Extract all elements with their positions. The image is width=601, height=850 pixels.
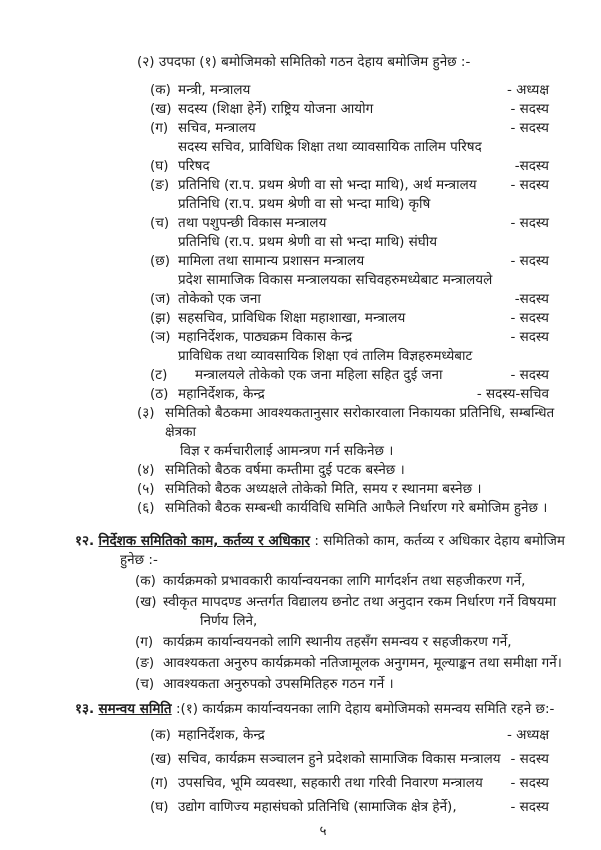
member-text [178,271,509,309]
member-role: -सदस्य [514,291,549,307]
item-label: (ख) [135,594,157,610]
committee-member-row [150,726,549,745]
item-label: (ख) [150,751,172,767]
member-text-line2: मामिला तथा सामान्य प्रशासन मन्त्रालय [178,253,365,269]
member-text: सहसचिव, प्राविधिक शिक्षा महाशाखा, मन्त्रालय [178,310,406,326]
member-text: सचिव, मन्त्रालय [178,120,256,136]
clause-list [0,404,601,518]
section-item-row [135,633,565,652]
section-title: निर्देशक समितिको काम, कर्तव्य र अधिकार [98,533,311,549]
item-label: (ग) [135,634,154,650]
clause-text-line1: समितिको बैठकमा आवश्यकतानुसार सरोकारवाला निकायका प्रतिनिधि, सम्बन्धित क्षेत्रका [165,405,555,440]
section-title: समन्वय समिति [98,701,172,717]
clause-text [165,404,561,461]
committee-member-row [150,138,549,176]
section-intro: समितिको काम, कर्तव्य र अधिकार देहाय बमोजिम [323,533,565,549]
item-label: (ग) [150,775,169,791]
section-item-row [135,654,565,673]
committee-member-row [150,233,549,271]
item-label: (घ) [150,158,169,174]
committee-member-row [150,176,549,195]
member-role: - सदस्य [510,751,549,767]
member-role: - सदस्य [510,177,549,193]
item-text: कार्यक्रम कार्यान्वयनको लागि स्थानीय तहसँग समन्वय र सहजीकरण गर्ने, [163,634,512,650]
member-role: - सदस्य [510,367,549,383]
section-intro-continuation: हुनेछ :- [120,552,158,568]
item-label: (च) [135,676,155,692]
member-text-line1: प्रतिनिधि (रा.प. प्रथम श्रेणी वा सो भन्दा माथि) कृषि [178,196,431,212]
member-role: - सदस्य-सचिव [476,386,549,402]
member-text [178,233,504,271]
section-12-item-list [0,572,601,694]
member-role: - सदस्य [510,799,549,815]
member-text: उद्योग वाणिज्य महासंघको प्रतिनिधि (सामाजिक क्षेत्र हेर्ने), [178,799,457,815]
item-label: (क) [135,573,156,589]
section-13 [0,700,601,817]
item-label: (ङ) [150,177,170,193]
section-separator: : [314,533,319,549]
committee-member-row [150,347,549,385]
item-label: (छ) [150,253,170,269]
item-text: कार्यक्रमको प्रभावकारी कार्यान्वयनका लागि मार्गदर्शन तथा सहजीकरण गर्ने, [163,573,526,589]
item-label: (ङ) [135,655,155,671]
item-text: आवश्यकता अनुरुपको उपसमितिहरु गठन गर्ने । [163,676,394,692]
item-label: (क) [150,727,171,743]
committee-member-row [150,195,549,233]
section-separator: :(१) [175,701,199,717]
committee-member-row [150,798,549,817]
section-13-heading [75,700,571,719]
section-item-row [135,675,565,694]
member-role: - सदस्य [510,310,549,326]
section-12-heading [75,532,571,551]
section-item-row [135,593,565,631]
item-text-line2: निर्णय लिने, [200,613,258,629]
committee-member-row [150,774,549,793]
item-text: आवश्यकता अनुरुप कार्यक्रमको नतिजामूलक अनुगमन, मूल्याङ्कन तथा समीक्षा गर्ने। [163,655,562,671]
item-label: (घ) [150,799,169,815]
item-label: (६) [137,500,155,516]
member-text-line1: प्राविधिक तथा व्यावसायिक शिक्षा एवं तालिम विज्ञहरुमध्येबाट [178,348,473,364]
member-text-line1: प्रदेश सामाजिक विकास मन्त्रालयका सचिवहरुमध्येबाट मन्त्रालयले [178,272,493,288]
clause-2-member-list [0,81,601,404]
member-role: -सदस्य [514,158,549,174]
member-role: - सदस्य [510,775,549,791]
item-label: (५) [137,481,155,497]
item-text-line1: स्वीकृत मापदण्ड अन्तर्गत विद्यालय छनोट तथा अनुदान रकम निर्धारण गर्ने विषयमा [163,594,557,610]
member-role: - सदस्य [510,215,549,231]
item-label: (ञ) [150,329,171,345]
clause-row [137,461,561,480]
member-role: - अध्यक्ष [506,82,549,98]
section-number: १३. [75,701,95,717]
committee-member-row [150,100,549,119]
section-13-member-list [0,726,601,817]
committee-member-row [150,271,549,309]
clause-2-intro: (२) उपदफा (१) बमोजिमको समितिको गठन देहाय बमोजिम हुनेछ :- [137,54,471,70]
member-text-line1: प्रतिनिधि (रा.प. प्रथम श्रेणी वा सो भन्दा माथि) संघीय [178,234,438,250]
member-text: मन्त्री, मन्त्रालय [178,82,251,98]
item-label: (ग) [150,120,169,136]
member-text: महानिर्देशक, पाठ्यक्रम विकास केन्द्र [178,329,353,345]
clause-text: समितिको बैठक अध्यक्षले तोकेको मिति, समय र स्थानमा बस्नेछ । [165,481,482,497]
committee-member-row [150,119,549,138]
item-label: (ट) [150,367,168,383]
member-role: - सदस्य [510,120,549,136]
item-label: (३) [137,405,155,421]
member-text: महानिर्देशक, केन्द्र [178,727,265,743]
item-label: (४) [137,462,155,478]
clause-text: समितिको बैठक सम्बन्धी कार्यविधि समिति आफैले निर्धारण गरे बमोजिम हुनेछ । [165,500,548,516]
member-text [178,195,504,233]
member-text-line2: तथा पशुपन्छी विकास मन्त्रालय [178,215,327,231]
item-text [163,593,565,631]
committee-member-row [150,309,549,328]
member-role: - सदस्य [510,101,549,117]
clause-text-line2: विज्ञ र कर्मचारीलाई आमन्त्रण गर्न सकिनेछ । [180,443,394,459]
member-text-line2: तोकेको एक जना [178,291,261,307]
clause-row [137,499,561,518]
member-role: - सदस्य [510,329,549,345]
section-12 [0,532,601,694]
item-label: (क) [150,82,171,98]
item-label: (च) [150,215,170,231]
item-label: (ख) [150,101,172,117]
member-role: - अध्यक्ष [506,727,549,743]
section-item-row [135,572,565,591]
member-role: - सदस्य [510,253,549,269]
member-text: उपसचिव, भूमि व्यवस्था, सहकारी तथा गरिवी निवारण मन्त्रालय [178,775,483,791]
committee-member-row [150,385,549,404]
member-text [178,347,504,385]
clause-text: समितिको बैठक वर्षमा कम्तीमा दुई पटक बस्नेछ । [165,462,405,478]
clause-row [137,480,561,499]
committee-member-row [150,81,549,100]
committee-member-row [150,750,549,769]
section-number: १२. [75,533,95,549]
member-text: सचिव, कार्यक्रम सञ्चालन हुने प्रदेशको सामाजिक विकास मन्त्रालय [178,751,501,767]
section-intro: कार्यक्रम कार्यान्वयनका लागि देहाय बमोजिमको समन्वय समिति रहने छ:- [202,701,555,717]
item-label: (झ) [150,310,171,326]
member-text: सदस्य सचिव, प्राविधिक शिक्षा तथा व्यावसायिक तालिम परिषद परिषद [178,139,482,174]
member-text-line2: मन्त्रालयले तोकेको एक जना महिला सहित दुई जना [195,367,443,383]
member-text: सदस्य (शिक्षा हेर्ने) राष्ट्रिय योजना आयोग [178,101,374,117]
committee-member-row [150,328,549,347]
clause-row [137,404,561,461]
member-text: प्रतिनिधि (रा.प. प्रथम श्रेणी वा सो भन्दा माथि), अर्थ मन्त्रालय [178,177,477,193]
item-label: (ठ) [150,386,169,402]
page-number: ५ [319,823,327,839]
item-label: (ज) [150,291,171,307]
member-text: महानिर्देशक, केन्द्र [178,386,265,402]
